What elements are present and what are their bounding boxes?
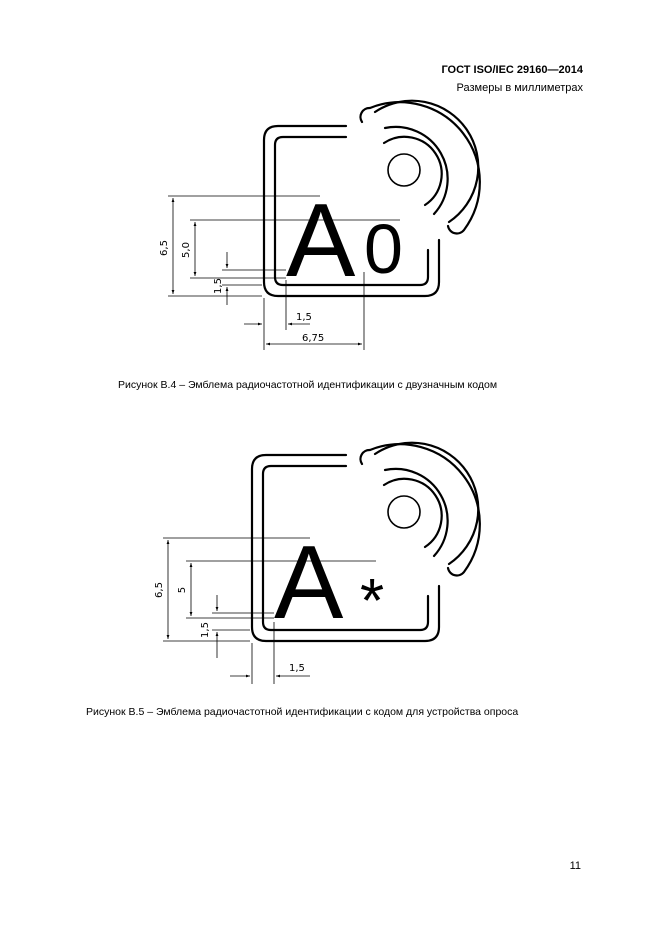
dimension-label: 1,5 xyxy=(296,312,312,323)
dimension-lines-b5 xyxy=(163,538,376,684)
dimension-label: 1,5 xyxy=(200,622,211,638)
dimension-label: 6,5 xyxy=(154,582,165,598)
dimension-label: 6,75 xyxy=(302,333,325,344)
figure-b5 xyxy=(154,443,480,684)
figure-b4 xyxy=(159,101,480,350)
dimension-label: 5,0 xyxy=(181,242,192,258)
dimension-label: 6,5 xyxy=(159,240,170,256)
radio-wave-icon xyxy=(360,443,479,576)
emblem-code: 0 xyxy=(364,210,403,288)
emblem-code: * xyxy=(360,567,385,636)
dimension-label: 1,5 xyxy=(289,663,305,674)
emblem-letter: A xyxy=(274,525,344,641)
standard-designation: ГОСТ ISO/IEC 29160—2014 xyxy=(441,64,583,76)
page-number: 11 xyxy=(569,860,581,872)
dimension-label: 5 xyxy=(177,586,188,594)
figure-caption-b4: Рисунок B.4 – Эмблема радиочастотной идентификации с двузначным кодом xyxy=(118,379,498,391)
dimension-label: 1,5 xyxy=(213,278,224,294)
units-note: Размеры в миллиметрах xyxy=(456,82,583,94)
figure-caption-b5: Рисунок B.5 – Эмблема радиочастотной идентификации с кодом для устройства опроса xyxy=(86,706,519,718)
emblem-letter: A xyxy=(286,183,356,299)
